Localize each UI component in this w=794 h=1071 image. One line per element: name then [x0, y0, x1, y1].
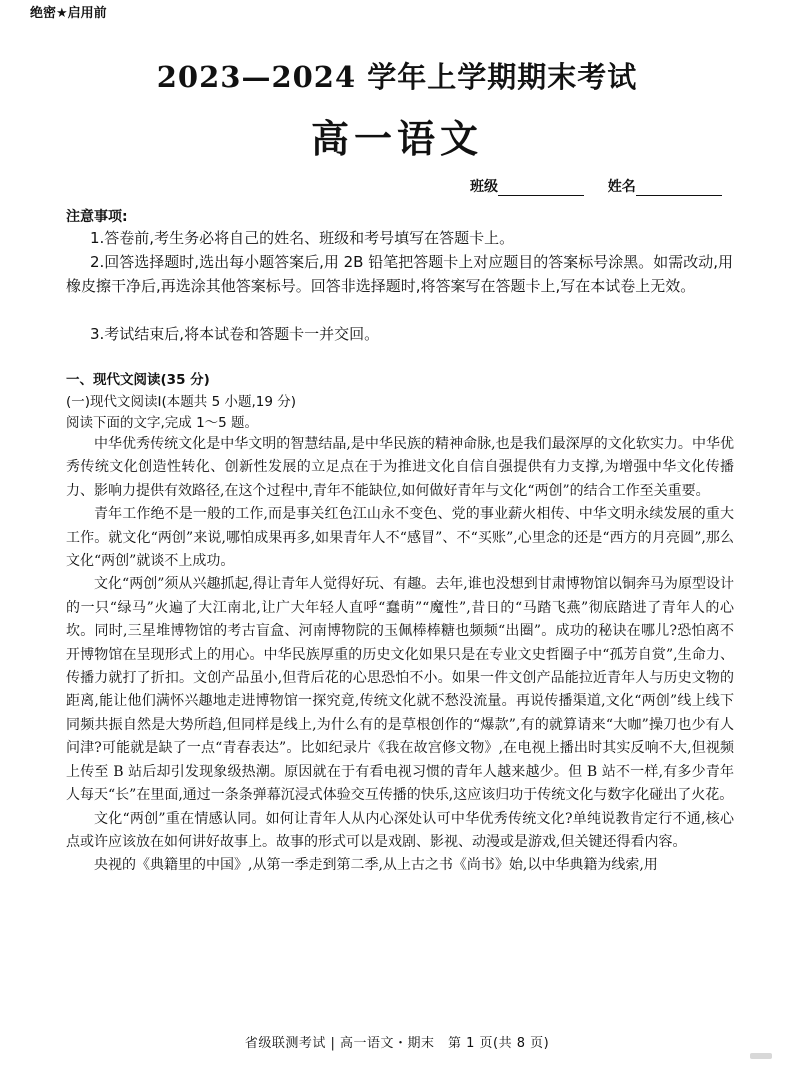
passage-paragraph-4: 文化“两创”重在情感认同。如何让青年人从内心深处认可中华优秀传统文化?单纯说教肯定行不通,核心点或许应该放在如何讲好故事上。故事的形式可以是戏剧、影视、动漫或是游戏,但关键还得看内容。 — [66, 810, 734, 850]
class-label: 班级 — [470, 179, 498, 195]
section-instruction: 阅读下面的文字,完成 1～5 题。 — [66, 415, 259, 431]
exam-title: 2023—2024 学年上学期期末考试 — [156, 60, 638, 94]
section-heading: 一、现代文阅读(35 分) — [66, 372, 210, 388]
passage-paragraph-1: 中华优秀传统文化是中华文明的智慧结晶,是中华民族的精神命脉,也是我们最深厚的文化软实力。中华优秀传统文化创造性转化、创新性发展的立足点在于为推进文化自信自强提供有力支撑,为增强中华文化传播力、影响力提供有效路径,在这个过程中,青年不能缺位,如何做好青年与文化“两创”的结合工作至关重要。 — [66, 436, 734, 499]
class-blank — [498, 181, 584, 196]
confidential-label: 绝密★启用前 — [30, 6, 107, 21]
notice-list — [66, 226, 738, 250]
watermark-mark — [750, 1053, 772, 1059]
notice-item-3: 3.考试结束后,将本试卷和答题卡一并交回。 — [90, 325, 380, 343]
name-blank — [636, 181, 722, 196]
notice-item-2-block — [66, 250, 738, 298]
notice-item-3-block — [66, 322, 738, 346]
subject-title: 高一语文 — [310, 116, 483, 161]
notice-item-1: 1.答卷前,考生务必将自己的姓名、班级和考号填写在答题卡上。 — [90, 229, 515, 247]
passage-paragraph-2: 青年工作绝不是一般的工作,而是事关红色江山永不变色、党的事业薪火相传、中华文明永续发展的重大工作。就文化“两创”来说,哪怕成果再多,如果青年人不“感冒”、不“买账”,心里念的还是“西方的月亮圆”,那么文化“两创”就谈不上成功。 — [66, 506, 734, 570]
student-info-fields — [470, 176, 722, 196]
notice-item-2: 2.回答选择题时,选出每小题答案后,用 2B 铅笔把答题卡上对应题目的答案标号涂黑。如需改动,用橡皮擦干净后,再选涂其他答案标号。回答非选择题时,将答案写在答题卡上,写在本试卷上无效。 — [66, 253, 733, 295]
passage-paragraph-3: 文化“两创”须从兴趣抓起,得让青年人觉得好玩、有趣。去年,谁也没想到甘肃博物馆以铜奔马为原型设计的一只“绿马”火遍了大江南北,让广大年轻人直呼“蠢萌”“魔性”,昔日的“马踏飞燕”彻底踏进了青年人的心坎。同时,三星堆博物馆的考古盲盒、河南博物院的玉佩棒棒糖也频频“出圈”。成功的秘诀在哪儿?恐怕离不开博物馆在呈现形式上的用心。中华民族厚重的历史文化如果只是在专业文史哲圈子中“孤芳自赏”,生命力、传播力就打了折扣。文创产品虽小,但背后花的心思恐怕不小。如果一件文创产品能拉近青年人与历史文物的距离,能让他们满怀兴趣地走进博物馆一探究竟,传统文化就不愁没流量。再说传播渠道,文化“两创”线上线下同频共振自然是大势所趋,但同样是线上,为什么有的是草根创作的“爆款”,有的就算请来“大咖”操刀也少有人问津?可能就是缺了一点“青春表达”。比如纪录片《我在故宫修文物》,在电视上播出时其实反响不大,但视频上传至 B 站后却引发现象级热潮。原因就在于有看电视习惯的青年人越来越少。但 B 站不一样,有多少青年人每天“长”在里面,通过一条条弹幕沉浸式体验交互传播的快乐,这应该归功于传统文化与数字化碰出了火花。 — [66, 576, 734, 804]
passage-paragraph-5: 央视的《典籍里的中国》,从第一季走到第二季,从上古之书《尚书》始,以中华典籍为线索,用 — [94, 857, 658, 874]
notice-heading: 注意事项: — [66, 209, 128, 225]
name-label: 姓名 — [607, 179, 636, 195]
section-subheading: (一)现代文阅读Ⅰ(本题共 5 小题,19 分) — [66, 394, 296, 410]
reading-passage — [66, 433, 734, 878]
page-footer: 省级联测考试 | 高一语文・期末 第 1 页(共 8 页) — [244, 1036, 550, 1051]
